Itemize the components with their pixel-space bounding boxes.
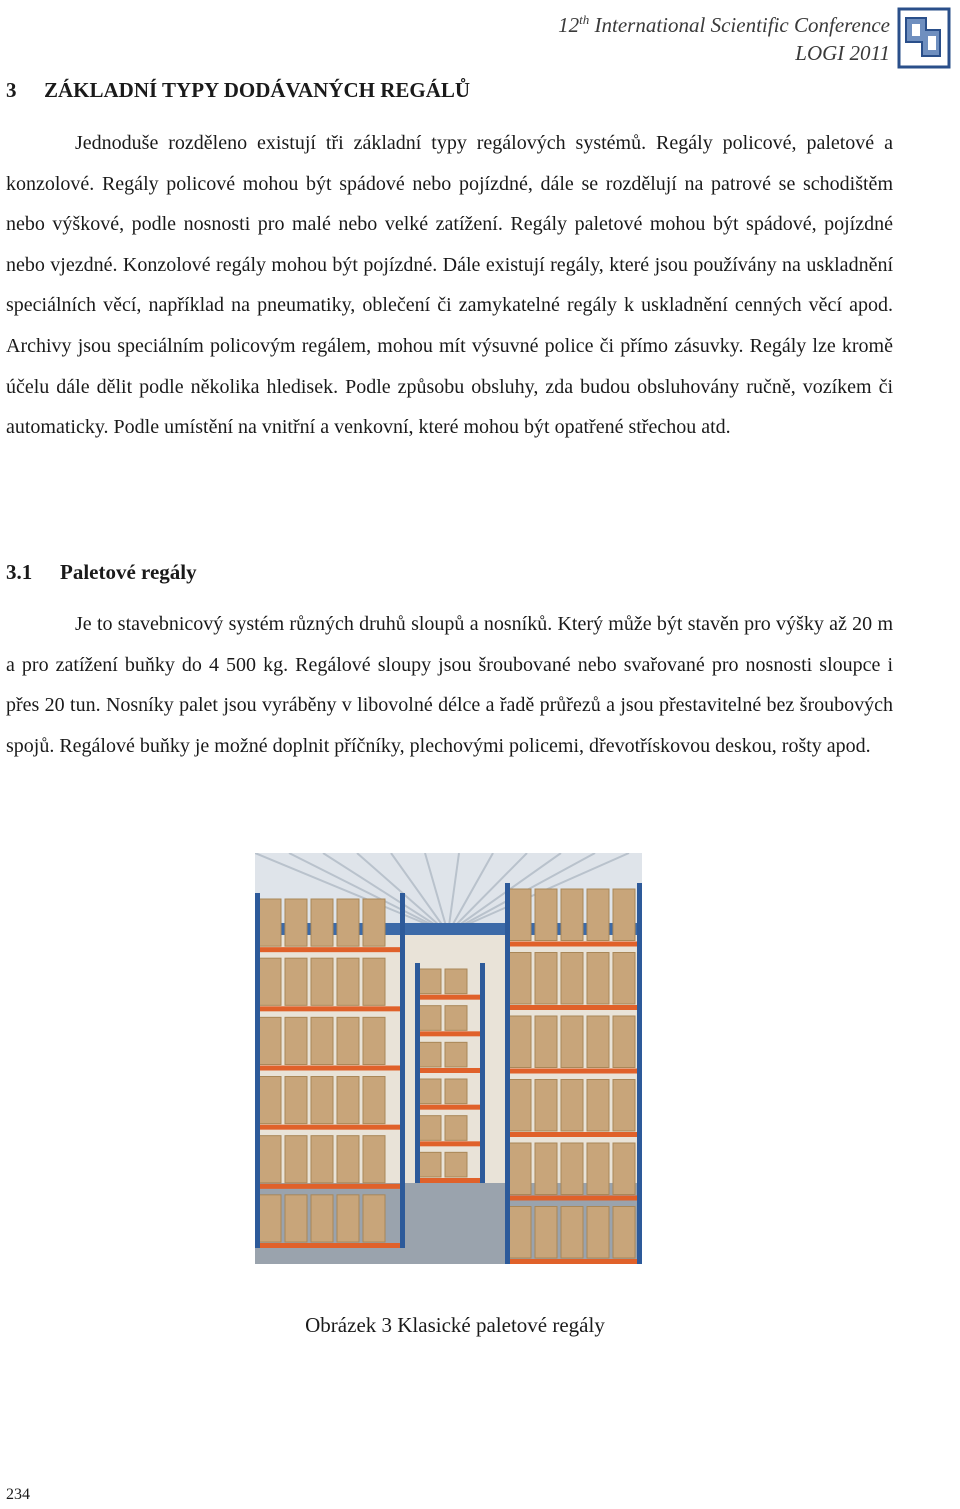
section-heading bbox=[6, 78, 470, 103]
subsection-paragraph: Je to stavebnicový systém různých druhů sloupů a nosníků. Který může být stavěn pro výšky až 20 m a pro zatížení buňky do 4 500 kg. Regálové sloupy jsou šroubované nebo svařované pro nosnosti sloupce i přes 20 tun. Nosníky palet jsou vyráběny v libovolné délce a řadě průřezů a jsou přestavitelné bez šroubových spojů. Regálové buňky je možné doplnit příčníky, plechovými policemi, dřevotřískovou deskou, rošty apod. bbox=[6, 613, 893, 757]
figure-caption: Obrázek 3 Klasické paletové regály bbox=[305, 1313, 605, 1337]
subsection-title: Paletové regály bbox=[60, 560, 197, 584]
subsection-number: 3.1 bbox=[6, 560, 33, 584]
conference-title bbox=[558, 6, 890, 39]
conference-ordinal: 12 bbox=[558, 13, 580, 37]
conference-logo-icon bbox=[896, 6, 952, 70]
subsection-heading bbox=[6, 560, 197, 585]
section-title: ZÁKLADNÍ TYPY DODÁVANÝCH REGÁLŮ bbox=[44, 78, 471, 102]
conference-name: International Scientific Conference bbox=[594, 13, 890, 37]
conference-short: LOGI 2011 bbox=[795, 41, 890, 65]
conference-header bbox=[558, 6, 890, 67]
conference-ordinal-suffix: th bbox=[579, 12, 590, 27]
page-number: 234 bbox=[6, 1486, 30, 1503]
section-paragraph: Jednoduše rozděleno existují tři základní typy regálových systémů. Regály policové, paletové a konzolové. Regály policové mohou být spádové nebo pojízdné, dále se rozdělují na patrové se schodištěm nebo výškové, podle nosnosti pro malé nebo velké zatížení. Regály paletové mohou být spádové, pojízdné nebo vjezdné. Konzolové regály mohou být pojízdné. Dále existují regály, které jsou používány na uskladnění speciálních věcí, například na pneumatiky, oblečení či zamykatelné regály k uskladnění cenných věcí apod. Archivy jsou speciálním policovým regálem, mohou mít výsuvné police či přímo zásuvky. Regály lze kromě účelu dále dělit podle několika hledisek. Podle způsobu obsluhy, zda budou obsluhovány ručně, vozíkem či automaticky. Podle umístění na vnitřní a venkovní, které mohou být opatřené střechou atd. bbox=[6, 132, 893, 439]
warehouse-racks-photo bbox=[255, 853, 642, 1264]
section-number: 3 bbox=[6, 78, 17, 102]
